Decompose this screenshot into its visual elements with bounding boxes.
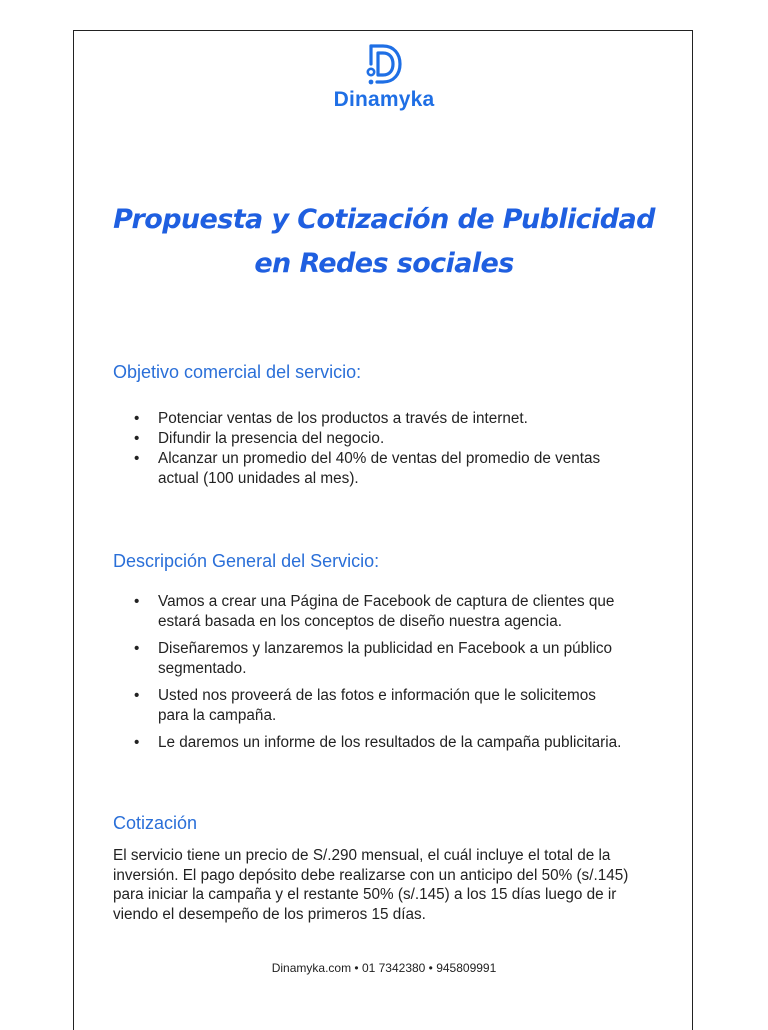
list-item: • Alcanzar un promedio del 40% de ventas del promedio de ventas actual (100 unidades al mes). bbox=[158, 449, 628, 489]
footer-contact: Dinamyka.com • 01 7342380 • 945809991 bbox=[271, 961, 497, 975]
list-item: • Diseñaremos y lanzaremos la publicidad en Facebook a un público segmentado. bbox=[158, 639, 628, 679]
dinamyka-logo-icon bbox=[363, 42, 405, 86]
descripcion-list bbox=[113, 592, 668, 753]
title-line-1: Propuesta y Cotización de Publicidad bbox=[113, 204, 655, 235]
list-item: • Le daremos un informe de los resultados de la campaña publicitaria. bbox=[158, 733, 668, 753]
title-line-2: en Redes sociales bbox=[254, 248, 514, 279]
list-item: • Difundir la presencia del negocio. bbox=[158, 429, 668, 449]
objetivo-list bbox=[113, 409, 668, 489]
list-item: • Potenciar ventas de los productos a través de internet. bbox=[158, 409, 668, 429]
heading-objetivo: Objetivo comercial del servicio: bbox=[113, 362, 362, 382]
document-title bbox=[100, 198, 668, 286]
list-item: • Vamos a crear una Página de Facebook de captura de clientes que estará basada en los conceptos de diseño nuestra agencia. bbox=[158, 592, 628, 632]
heading-descripcion: Descripción General del Servicio: bbox=[113, 551, 380, 571]
cotizacion-text: El servicio tiene un precio de S/.290 mensual, el cuál incluye el total de la inversión. El pago depósito debe realizarse con un anticipo del 50% (s/.145) para iniciar la campaña y el restante 50% (s/.145) a los 15 días luego de ir viendo el desempeño de los primeros 15 días. bbox=[113, 847, 629, 923]
brand-name: Dinamyka bbox=[333, 88, 435, 111]
heading-cotizacion: Cotización bbox=[113, 813, 198, 833]
list-item: • Usted nos proveerá de las fotos e información que le solicitemos para la campaña. bbox=[158, 686, 628, 726]
brand-logo bbox=[0, 42, 768, 112]
